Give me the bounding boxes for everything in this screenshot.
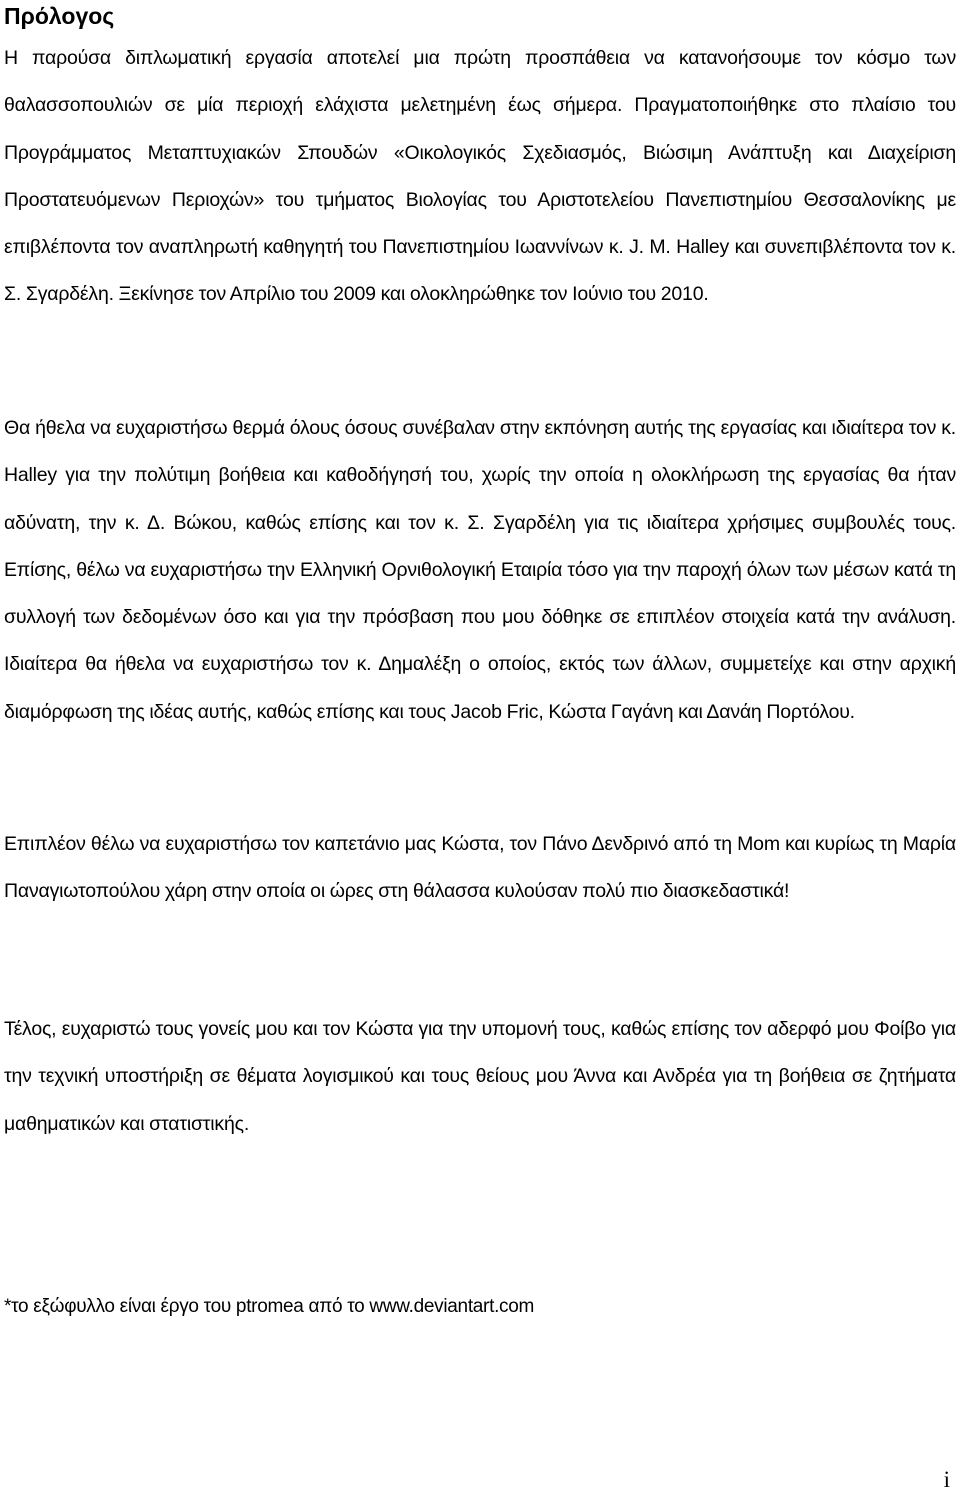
- page-number: i: [943, 1467, 950, 1492]
- paragraph-additional-thanks: Επιπλέον θέλω να ευχαριστήσω τον καπετάνιο μας Κώστα, τον Πάνο Δενδρινό από τη Mom και κυρίως τη Μαρία Παναγιωτοπούλου χάρη στην οποία οι ώρες στη θάλασσα κυλούσαν πολύ πιο διασκεδαστικά!: [4, 833, 956, 903]
- document-page: [4, 0, 956, 1505]
- cover-footnote: *το εξώφυλλο είναι έργο του ptromea από το www.deviantart.com: [4, 1296, 535, 1317]
- paragraph-family-thanks: Τέλος, ευχαριστώ τους γονείς μου και τον Κώστα για την υπομονή τους, καθώς επίσης τον αδερφό μου Φοίβο για την τεχνική υποστήριξη σε θέματα λογισμικού και τους θείους μου Άννα και Ανδρέα για τη βοήθεια σε ζητήματα μαθηματικών και στατιστικής.: [4, 1018, 956, 1135]
- paragraph-acknowledgements: Θα ήθελα να ευχαριστήσω θερμά όλους όσους συνέβαλαν στην εκπόνηση αυτής της εργασίας και ιδιαίτερα τον κ. Halley για την πολύτιμη βοήθεια και καθοδήγησή του, χωρίς την οποία η ολοκλήρωση της εργασίας θα ήταν αδύνατη, την κ. Δ. Βώκου, καθώς επίσης και τον κ. Σ. Σγαρδέλη για τις ιδιαίτερα χρήσιμες συμβουλές τους. Επίσης, θέλω να ευχαριστήσω την Ελληνική Ορνιθολογική Εταιρία τόσο για την παροχή όλων των μέσων κατά τη συλλογή των δεδομένων όσο και για την πρόσβαση που μου δόθηκε σε επιπλέον στοιχεία κατά την ανάλυση. Ιδιαίτερα θα ήθελα να ευχαριστήσω τον κ. Δημαλέξη ο οποίος, εκτός των άλλων, συμμετείχε και στην αρχική διαμόρφωση της ιδέας αυτής, καθώς επίσης και τους Jacob Fric, Κώστα Γαγάνη και Δανάη Πορτόλου.: [4, 417, 956, 723]
- page-title: Πρόλογος: [4, 3, 115, 29]
- paragraph-introduction: Η παρούσα διπλωματική εργασία αποτελεί μια πρώτη προσπάθεια να κατανοήσουμε τον κόσμο των θαλασσοπουλιών σε μία περιοχή ελάχιστα μελετημένη έως σήμερα. Πραγματοποιήθηκε στο πλαίσιο του Προγράμματος Μεταπτυχιακών Σπουδών «Οικολογικός Σχεδιασμός, Βιώσιμη Ανάπτυξη και Διαχείριση Προστατευόμενων Περιοχών» του τμήματος Βιολογίας του Αριστοτελείου Πανεπιστημίου Θεσσαλονίκης με επιβλέποντα τον αναπληρωτή καθηγητή του Πανεπιστημίου Ιωαννίνων κ. J. M. Halley και συνεπιβλέποντα τον κ. Σ. Σγαρδέλη. Ξεκίνησε τον Απρίλιο του 2009 και ολοκληρώθηκε τον Ιούνιο του 2010.: [4, 47, 956, 306]
